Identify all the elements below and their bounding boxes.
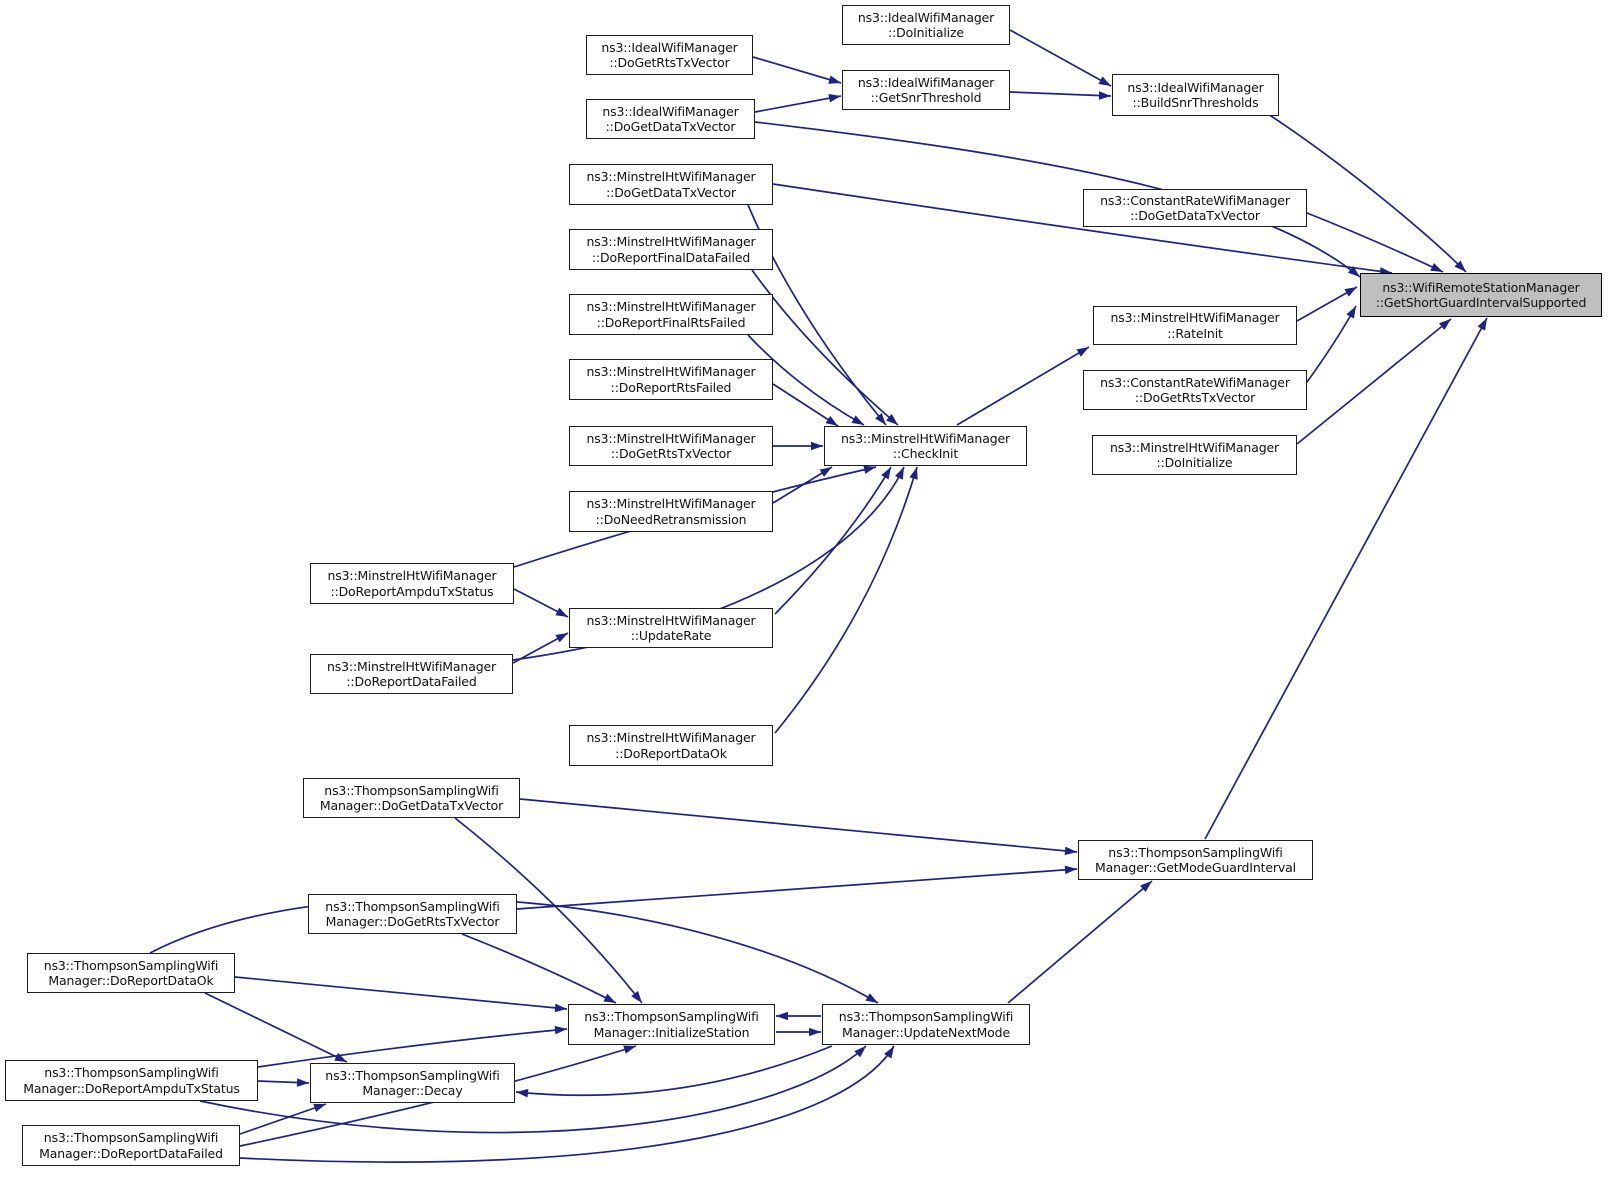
graph-node-ts_updatenext[interactable] [822, 1004, 1030, 1045]
graph-node-ideal_doinit[interactable] [842, 5, 1010, 45]
node-label-line2: Manager::GetModeGuardInterval [1095, 860, 1296, 875]
node-label-line2: ::DoGetRtsTxVector [1134, 390, 1256, 405]
arrowhead-ts_dorepdatafailed-to-ts_initstation [623, 1045, 636, 1053]
node-label-line1: ns3::MinstrelHtWifiManager [327, 568, 497, 584]
node-label-line2: ::DoGetRtsTxVector [610, 446, 732, 461]
graph-node-target [1360, 273, 1602, 317]
arrowhead-mh_dorepdatafailed-to-mh_updaterate [555, 633, 568, 643]
arrowhead-mh_updaterate-to-mh_checkinit [881, 467, 891, 480]
node-label-line1: ns3::ThompsonSamplingWifi [324, 782, 499, 798]
node-label-line2: Manager::DoGetDataTxVector [319, 798, 504, 813]
graph-node-ideal_dogetrts[interactable] [586, 35, 753, 75]
graph-node-ts_dorepampdu[interactable] [5, 1060, 258, 1101]
edge-mh_checkinit-to-mh_rateinit [957, 347, 1089, 425]
graph-node-mh_dorepampdu[interactable] [310, 563, 514, 604]
edge-cr_dogetrts-to-target [1307, 306, 1356, 382]
node-label-line1: ns3::MinstrelHtWifiManager [586, 730, 756, 746]
node-label-line1: ns3::MinstrelHtWifiManager [586, 496, 756, 512]
node-label-line1: ns3::ConstantRateWifiManager [1100, 374, 1290, 390]
graph-node-ideal_buildsnr[interactable] [1112, 74, 1279, 116]
arrowhead-ts_dorepdataok-to-ts_initstation [555, 1004, 567, 1013]
arrowhead-ts_updatenext-to-ts_decay [516, 1089, 528, 1098]
edge-cr_dogetdata-to-target [1307, 213, 1443, 272]
node-label-line1: ns3::MinstrelHtWifiManager [586, 234, 756, 250]
arrowhead-ts_dorepampdu-to-ts_decay [297, 1078, 309, 1087]
node-label-line2: ::DoGetDataTxVector [605, 119, 736, 134]
graph-node-cr_dogetrts[interactable] [1083, 370, 1307, 410]
node-label-line1: ns3::IdealWifiManager [857, 9, 995, 25]
arrowhead-cr_dogetrts-to-target [1346, 306, 1356, 319]
node-label-line2: Manager::DoReportDataFailed [39, 1145, 223, 1161]
node-label-line2: ::DoReportDataOk [615, 745, 727, 761]
arrowhead-mh_dorepfinalrtsfailed-to-mh_checkinit [851, 415, 864, 425]
node-label-line1: ns3::MinstrelHtWifiManager [586, 430, 756, 446]
graph-node-mh_doinit[interactable] [1092, 435, 1297, 475]
graph-node-mh_dogetrts[interactable] [569, 426, 773, 466]
graph-node-ideal_getsnr[interactable] [842, 70, 1010, 110]
node-label-line1: ns3::IdealWifiManager [1127, 79, 1264, 95]
arrowhead-ideal_dogetrts-to-ideal_getsnr [828, 75, 841, 83]
arrowhead-mh_dogetrts-to-mh_checkinit [811, 442, 823, 451]
edge-ts_dorepdataok-to-ts_initstation [235, 977, 567, 1009]
edge-ts_dorepdataok-to-ts_decay [205, 993, 347, 1062]
node-label-line1: ns3::MinstrelHtWifiManager [586, 364, 756, 380]
node-label-line1: ns3::ThompsonSamplingWifi [584, 1009, 759, 1025]
node-label-line1: ns3::IdealWifiManager [602, 103, 739, 119]
node-label-line1: ns3::ThompsonSamplingWifi [325, 898, 500, 914]
edge-mh_updaterate-to-mh_checkinit [775, 467, 891, 614]
edge-ideal_doinit-to-ideal_buildsnr [1010, 30, 1111, 86]
node-label-line1: ns3::ThompsonSamplingWifi [1108, 844, 1283, 860]
node-label-line1: ns3::MinstrelHtWifiManager [840, 430, 1011, 446]
node-label-line1: ns3::ThompsonSamplingWifi [44, 1065, 219, 1081]
graph-node-mh_dorepfinaldatafailed[interactable] [569, 229, 773, 270]
graph-node-ideal_dogetdata[interactable] [586, 99, 755, 139]
edge-mh_dorepdataok-to-mh_checkinit [775, 467, 917, 733]
graph-node-ts_decay[interactable] [310, 1063, 515, 1103]
node-label-line2: ::DoReportAmpduTxStatus [330, 583, 494, 599]
arrowhead-mh_rateinit-to-target [1344, 287, 1357, 297]
graph-node-ts_dorepdataok[interactable] [27, 953, 235, 993]
arrowhead-ts_dorepdatafailed-to-ts_decay [313, 1104, 326, 1112]
graph-node-ts_dorepdatafailed[interactable] [22, 1125, 240, 1166]
graph-node-mh_rateinit[interactable] [1093, 306, 1297, 345]
arrowhead-ideal_dogetdata-to-ideal_getsnr [828, 94, 841, 102]
node-label-line2: ::DoGetDataTxVector [606, 184, 736, 200]
edge-mh_doinit-to-target [1297, 319, 1451, 444]
node-label-line2: ::CheckInit [892, 446, 959, 461]
node-label-line1: ns3::ThompsonSamplingWifi [838, 1009, 1014, 1025]
graph-node-mh_doneedretrans[interactable] [569, 491, 773, 532]
arrowhead-ideal_getsnr-to-ideal_buildsnr [1099, 91, 1111, 100]
arrowhead-cr_dogetdata-to-target [1430, 263, 1443, 272]
edge-ts_updatenext-to-ts_decay [516, 1046, 832, 1095]
arrowhead-ts_dorepampdu-to-ts_initstation [555, 1026, 567, 1035]
node-label-line2: ::DoGetRtsTxVector [609, 55, 730, 70]
node-label-line1: ns3::MinstrelHtWifiManager [586, 169, 756, 185]
node-label-line2: ::UpdateRate [630, 628, 712, 643]
node-label-line1: ns3::MinstrelHtWifiManager [1110, 310, 1280, 326]
node-label-line2: ::DoGetDataTxVector [1130, 208, 1260, 223]
node-label-line2: ::GetShortGuardIntervalSupported [1375, 295, 1587, 310]
graph-node-ts_dogetdata[interactable] [303, 778, 520, 818]
arrowhead-ts_dogetrts-to-ts_initstation [603, 994, 616, 1003]
node-label-line1: ns3::MinstrelHtWifiManager [586, 612, 756, 628]
arrowhead-mh_dorepdatafailed-to-mh_checkinit [895, 467, 904, 480]
edge-ts_updatenext-to-ts_getmodegi [1008, 881, 1152, 1003]
graph-node-ts_getmodegi[interactable] [1078, 840, 1313, 880]
arrowhead-ts_dogetdata-to-ts_getmodegi [1065, 847, 1077, 856]
node-label-line1: ns3::ThompsonSamplingWifi [43, 1130, 219, 1146]
arrowhead-mh_dorepampdu-to-mh_updaterate [555, 608, 568, 617]
arrowhead-ts_getmodegi-to-target [1478, 318, 1487, 331]
graph-node-ts_dogetrts[interactable] [308, 894, 517, 934]
node-label-line2: ::DoReportFinalDataFailed [591, 249, 751, 265]
node-label-line1: ns3::ConstantRateWifiManager [1100, 192, 1290, 208]
node-label-line2: ::DoReportRtsFailed [610, 379, 732, 395]
edge-ts_dorepampdu-to-ts_updatenext [200, 1046, 866, 1133]
node-label-line1: ns3::MinstrelHtWifiManager [586, 299, 756, 315]
edge-ts_dogetdata-to-ts_getmodegi [520, 799, 1077, 852]
node-label-line1: ns3::IdealWifiManager [857, 74, 995, 90]
node-label-line2: ::DoNeedRetransmission [595, 511, 747, 527]
node-label-line2: Manager::DoGetRtsTxVector [325, 914, 500, 929]
arrowhead-ideal_doinit-to-ideal_buildsnr [1098, 76, 1111, 86]
edge-ideal_dogetdata-to-ideal_getsnr [755, 96, 841, 112]
arrowhead-mh_dorepdataok-to-mh_checkinit [909, 467, 917, 480]
graph-node-cr_dogetdata[interactable] [1083, 189, 1307, 227]
node-label-line2: Manager::DoReportDataOk [48, 973, 214, 988]
node-label-line2: ::GetSnrThreshold [870, 90, 982, 105]
arrowhead-ts_initstation-to-ts_updatenext [809, 1028, 821, 1037]
graph-node-mh_dorepdataok[interactable] [569, 725, 773, 766]
graph-node-mh_dorepfinalrtsfailed[interactable] [569, 294, 773, 335]
graph-node-mh_checkinit[interactable] [824, 426, 1027, 466]
node-label-line2: ::DoInitialize [888, 25, 964, 40]
edge-ideal_getsnr-to-ideal_buildsnr [1010, 92, 1111, 96]
arrowhead-mh_checkinit-to-mh_rateinit [1076, 347, 1089, 357]
node-label-line2: Manager::UpdateNextMode [842, 1024, 1010, 1040]
node-label-line2: ::DoInitialize [1156, 455, 1233, 470]
node-label-line2: ::DoReportDataFailed [346, 674, 477, 689]
node-label-line2: Manager::DoReportAmpduTxStatus [23, 1080, 240, 1096]
graph-node-ts_initstation[interactable] [568, 1004, 775, 1045]
node-label-line2: ::BuildSnrThresholds [1132, 95, 1259, 110]
arrowhead-ts_dorepdataok-to-ts_updatenext [865, 993, 878, 1003]
arrowhead-mh_doreprtsfailed-to-mh_checkinit [826, 416, 838, 426]
node-label-line1: ns3::ThompsonSamplingWifi [43, 957, 219, 973]
edge-ideal_dogetrts-to-ideal_getsnr [753, 57, 841, 83]
node-label-line2: Manager::Decay [362, 1083, 463, 1098]
graph-node-mh_dogetdata[interactable] [569, 164, 773, 205]
node-label-line1: ns3::ThompsonSamplingWifi [325, 1067, 500, 1083]
arrowhead-ts_updatenext-to-ts_initstation [776, 1012, 788, 1021]
edge-ts_dogetrts-to-ts_getmodegi [517, 869, 1077, 909]
node-label-line2: ::RateInit [1167, 325, 1223, 341]
edge-ts_dorepampdu-to-ts_initstation [258, 1029, 567, 1067]
node-label-line1: ns3::MinstrelHtWifiManager [326, 658, 497, 674]
node-label-line2: ::DoReportFinalRtsFailed [596, 314, 746, 330]
graph-node-mh_updaterate[interactable] [569, 608, 773, 648]
node-label-line1: ns3::WifiRemoteStationManager [1382, 279, 1580, 295]
node-label-line1: ns3::MinstrelHtWifiManager [1109, 439, 1280, 455]
arrowhead-ts_dorepampdu-to-ts_updatenext [854, 1046, 866, 1057]
graph-node-mh_doreprtsfailed[interactable] [569, 359, 773, 400]
graph-node-mh_dorepdatafailed[interactable] [310, 654, 513, 694]
arrowhead-mh_doneedretrans-to-mh_checkinit [820, 467, 832, 477]
node-label-line2: Manager::InitializeStation [593, 1024, 750, 1040]
node-label-line1: ns3::IdealWifiManager [601, 39, 738, 55]
